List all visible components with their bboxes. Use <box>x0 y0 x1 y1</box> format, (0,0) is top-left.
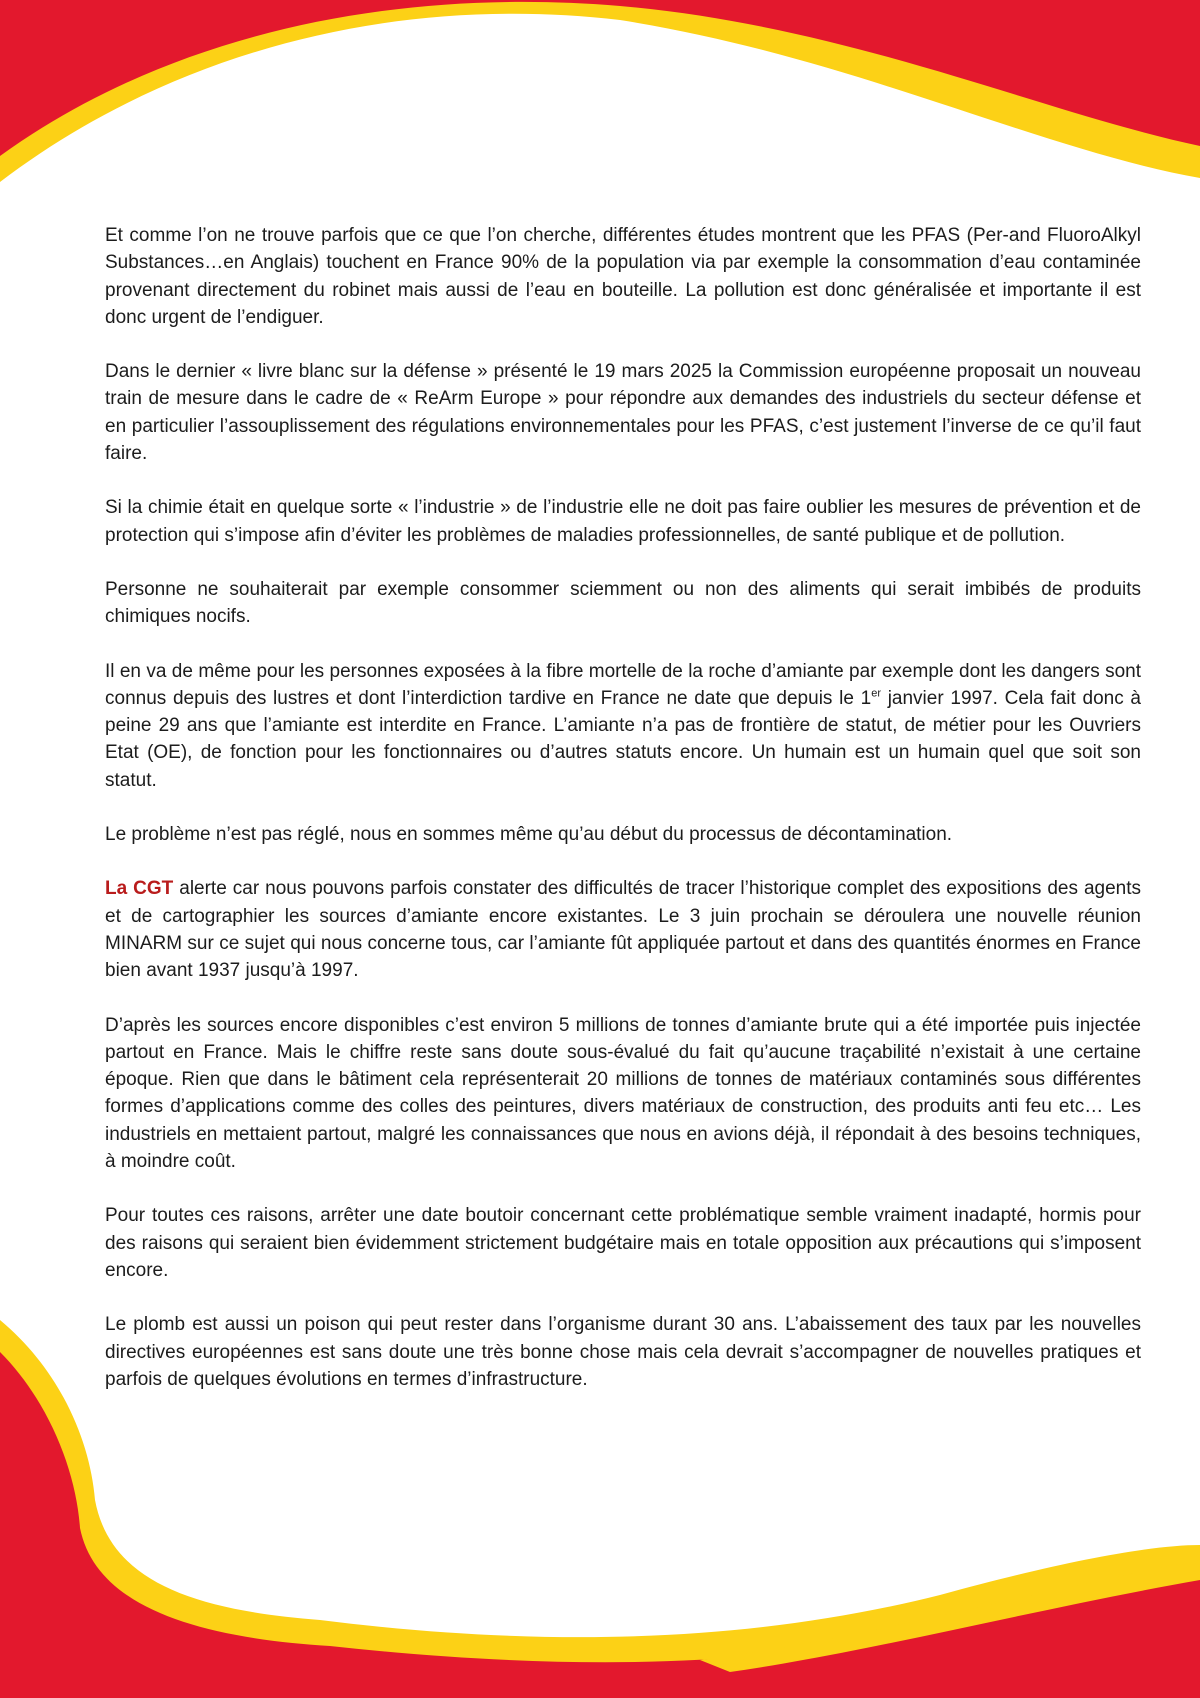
paragraph-livre-blanc: Dans le dernier « livre blanc sur la défense » présenté le 19 mars 2025 la Commission européenne proposait un nouveau train de mesure dans le cadre de « ReArm Europe » pour répondre aux demandes des industriels du secteur défense et en particulier l’assouplissement des régulations environnementales pour les PFAS, c’est justement l’inverse de ce qu’il faut faire. <box>105 361 1141 465</box>
paragraph-amiante-interdiction <box>105 658 1141 794</box>
paragraph-cgt-alerte <box>105 875 1141 984</box>
paragraph-pfas: Et comme l’on ne trouve parfois que ce que l’on cherche, différentes études montrent que les PFAS (Per-and FluoroAlkyl Substances…en Anglais) touchent en France 90% de la population via par exemple la consommation d’eau contaminée provenant directement du robinet mais aussi de l’eau en bouteille. La pollution est donc généralisée et importante il est donc urgent de l’endiguer. <box>105 225 1141 328</box>
paragraph-tonnes-amiante: D’après les sources encore disponibles c’est environ 5 millions de tonnes d’amiante brute qui a été importée puis injectée partout en France. Mais le chiffre reste sans doute sous-évalué du fait qu’aucune traçabilité n’existait à une certaine époque. Rien que dans le bâtiment cela représenterait 20 millions de tonnes de matériaux contaminés sous différentes formes d’applications comme des colles des peintures, divers matériaux de construction, des produits anti feu etc… Les industriels en mettaient partout, malgré les connaissances que nous en avions déjà, il répondait à des besoins techniques, à moindre coût. <box>105 1014 1141 1173</box>
paragraph-aliments: Personne ne souhaiterait par exemple consommer sciemment ou non des aliments qui serait imbibés de produits chimiques nocifs. <box>105 578 1141 628</box>
paragraph-chimie: Si la chimie était en quelque sorte « l’industrie » de l’industrie elle ne doit pas faire oublier les mesures de prévention et de protection qui s’impose afin d’éviter les problèmes de maladies professionnelles, de santé publique et de pollution. <box>105 497 1141 546</box>
document-body <box>105 222 1141 1420</box>
paragraph-date-boutoir: Pour toutes ces raisons, arrêter une date boutoir concernant cette problématique semble vraiment inadapté, hormis pour des raisons qui seraient bien évidemment strictement budgétaire mais en totale opposition aux précautions qui s’imposent encore. <box>105 1205 1141 1281</box>
paragraph-plomb: Le plomb est aussi un poison qui peut rester dans l’organisme durant 30 ans. L’abaissement des taux par les nouvelles directives européennes est sans doute une très bonne chose mais cela devrait s’accompagner de nouvelles pratiques et parfois de quelques évolutions en termes d’infrastructure. <box>105 1314 1141 1390</box>
cgt-label: La CGT <box>105 878 174 900</box>
paragraph-text-part: janvier 1997. Cela fait donc à peine 29 ans que l’amiante est interdite en France. L’amiante n’a pas de frontière de statut, de métier pour les Ouvriers Etat (OE), de fonction pour les fonctionnaires ou d’autres statuts encore. Un humain est un humain quel que soit son statut. <box>105 687 1141 791</box>
paragraph-text-part: alerte car nous pouvons parfois constater des difficultés de tracer l’historique complet des expositions des agents et de cartographier les sources d’amiante encore existantes. Le 3 juin prochain se déroulera une nouvelle réunion MINARM sur ce sujet qui nous concerne tous, car l’amiante fût appliquée partout et dans des quantités énormes en France bien avant 1937 jusqu’à 1997. <box>105 878 1141 982</box>
paragraph-text-part: Il en va de même pour les personnes exposées à la fibre mortelle de la roche d’amiante par exemple dont les dangers sont connus depuis des lustres et dont l’interdiction tardive en France ne date que depuis le 1 <box>105 660 1141 709</box>
ordinal-superscript: er <box>871 687 881 700</box>
paragraph-probleme: Le problème n’est pas réglé, nous en sommes même qu’au début du processus de décontamination. <box>105 824 953 846</box>
